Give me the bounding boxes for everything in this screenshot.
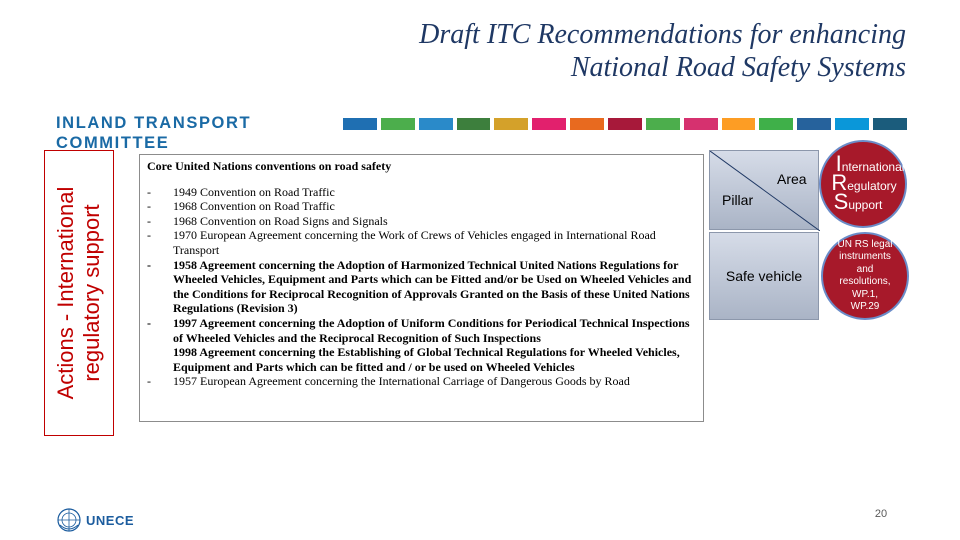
convention-item [147,374,695,389]
page-number: 20 [874,508,888,520]
convention-text: 1958 Agreement concerning the Adoption of Harmonized Technical United Nations Regulations for Wheeled Vehicles, Equipment and Parts which can be Fitted and/or be Used on Wheeled Vehicles and the Conditions for Reciprocal Recognition of Approvals Granted on the Basis of these United Nations Regulations (Revision 3) [173,257,692,316]
convention-bullet: - [147,213,151,228]
committee-line-2: COMMITTEE [56,134,170,152]
convention-item [147,345,695,374]
sdg-color-block [759,118,793,130]
vertical-heading-line-1: Actions - International [53,186,78,400]
irs-line-1: International [835,150,905,176]
convention-item [147,228,695,257]
convention-text: 1997 Agreement concerning the Adoption of Uniform Conditions for Periodical Technical Inspections of Wheeled Vehicles and the Reciprocal Recognition of Such Inspections [173,315,690,345]
diagonal-divider [710,151,820,231]
title-line-2: National Road Safety Systems [570,52,906,83]
vertical-heading-box [44,150,114,436]
sdg-color-block [797,118,831,130]
convention-item [147,316,695,345]
convention-bullet: - [147,257,151,272]
un-rs-legal-instruments-circle [821,232,909,320]
sdg-color-strip [343,118,907,130]
convention-text: 1970 European Agreement concerning the Work of Crews of Vehicles engaged in International Road Transport [173,228,656,257]
convention-bullet: - [147,374,151,389]
convention-item [147,214,695,229]
convention-text: 1949 Convention on Road Traffic [173,184,335,199]
sdg-color-block [457,118,491,130]
convention-bullet: - [147,184,151,199]
sdg-color-block [419,118,453,130]
committee-line-1: INLAND TRANSPORT [56,114,252,132]
conventions-box [139,154,704,422]
unrs-text: UN RS legal instruments and resolutions, WP.1, WP.29 [837,238,893,312]
matrix-header-cell [709,150,819,230]
sdg-color-block [381,118,415,130]
sdg-color-block [722,118,756,130]
pillar-label: Pillar [722,192,754,208]
convention-bullet: - [147,315,151,330]
area-label: Area [777,171,807,187]
committee-name [56,113,296,153]
vertical-heading-text [53,150,105,436]
convention-item [147,258,695,316]
conventions-heading: Core United Nations conventions on road safety [147,159,392,173]
convention-item [147,185,695,200]
sdg-color-block [608,118,642,130]
sdg-color-block [684,118,718,130]
convention-text: 1968 Convention on Road Traffic [173,199,335,214]
sdg-color-block [532,118,566,130]
convention-bullet: - [147,228,151,243]
sdg-color-block [570,118,604,130]
conventions-list [147,185,695,389]
irs-line-2: Regulatory [831,169,897,195]
convention-text: 1957 European Agreement concerning the International Carriage of Dangerous Goods by Road [173,374,630,389]
title-line-1: Draft ITC Recommendations for enhancing [419,19,906,50]
safe-vehicle-label: Safe vehicle [725,268,803,284]
sdg-color-block [646,118,680,130]
convention-text: 1968 Convention on Road Signs and Signals [173,213,388,228]
unece-logo [56,507,146,533]
safe-vehicle-cell [709,232,819,320]
convention-bullet: - [147,199,151,214]
un-emblem-icon [56,507,82,533]
convention-item [147,199,695,214]
vertical-heading-line-2: regulatory support [79,204,104,382]
sdg-color-block [343,118,377,130]
irs-line-3: Support [833,188,883,214]
international-regulatory-support-circle [819,140,907,228]
sdg-color-block [494,118,528,130]
sdg-color-block [835,118,869,130]
unece-logo-text: UNECE [86,512,135,528]
slide-title [300,18,906,84]
sdg-color-block [873,118,907,130]
convention-text: 1998 Agreement concerning the Establishing of Global Technical Regulations for Wheeled Vehicles, Equipment and Parts which can be fitted and / or be used on Wheeled Vehicles [173,345,680,374]
